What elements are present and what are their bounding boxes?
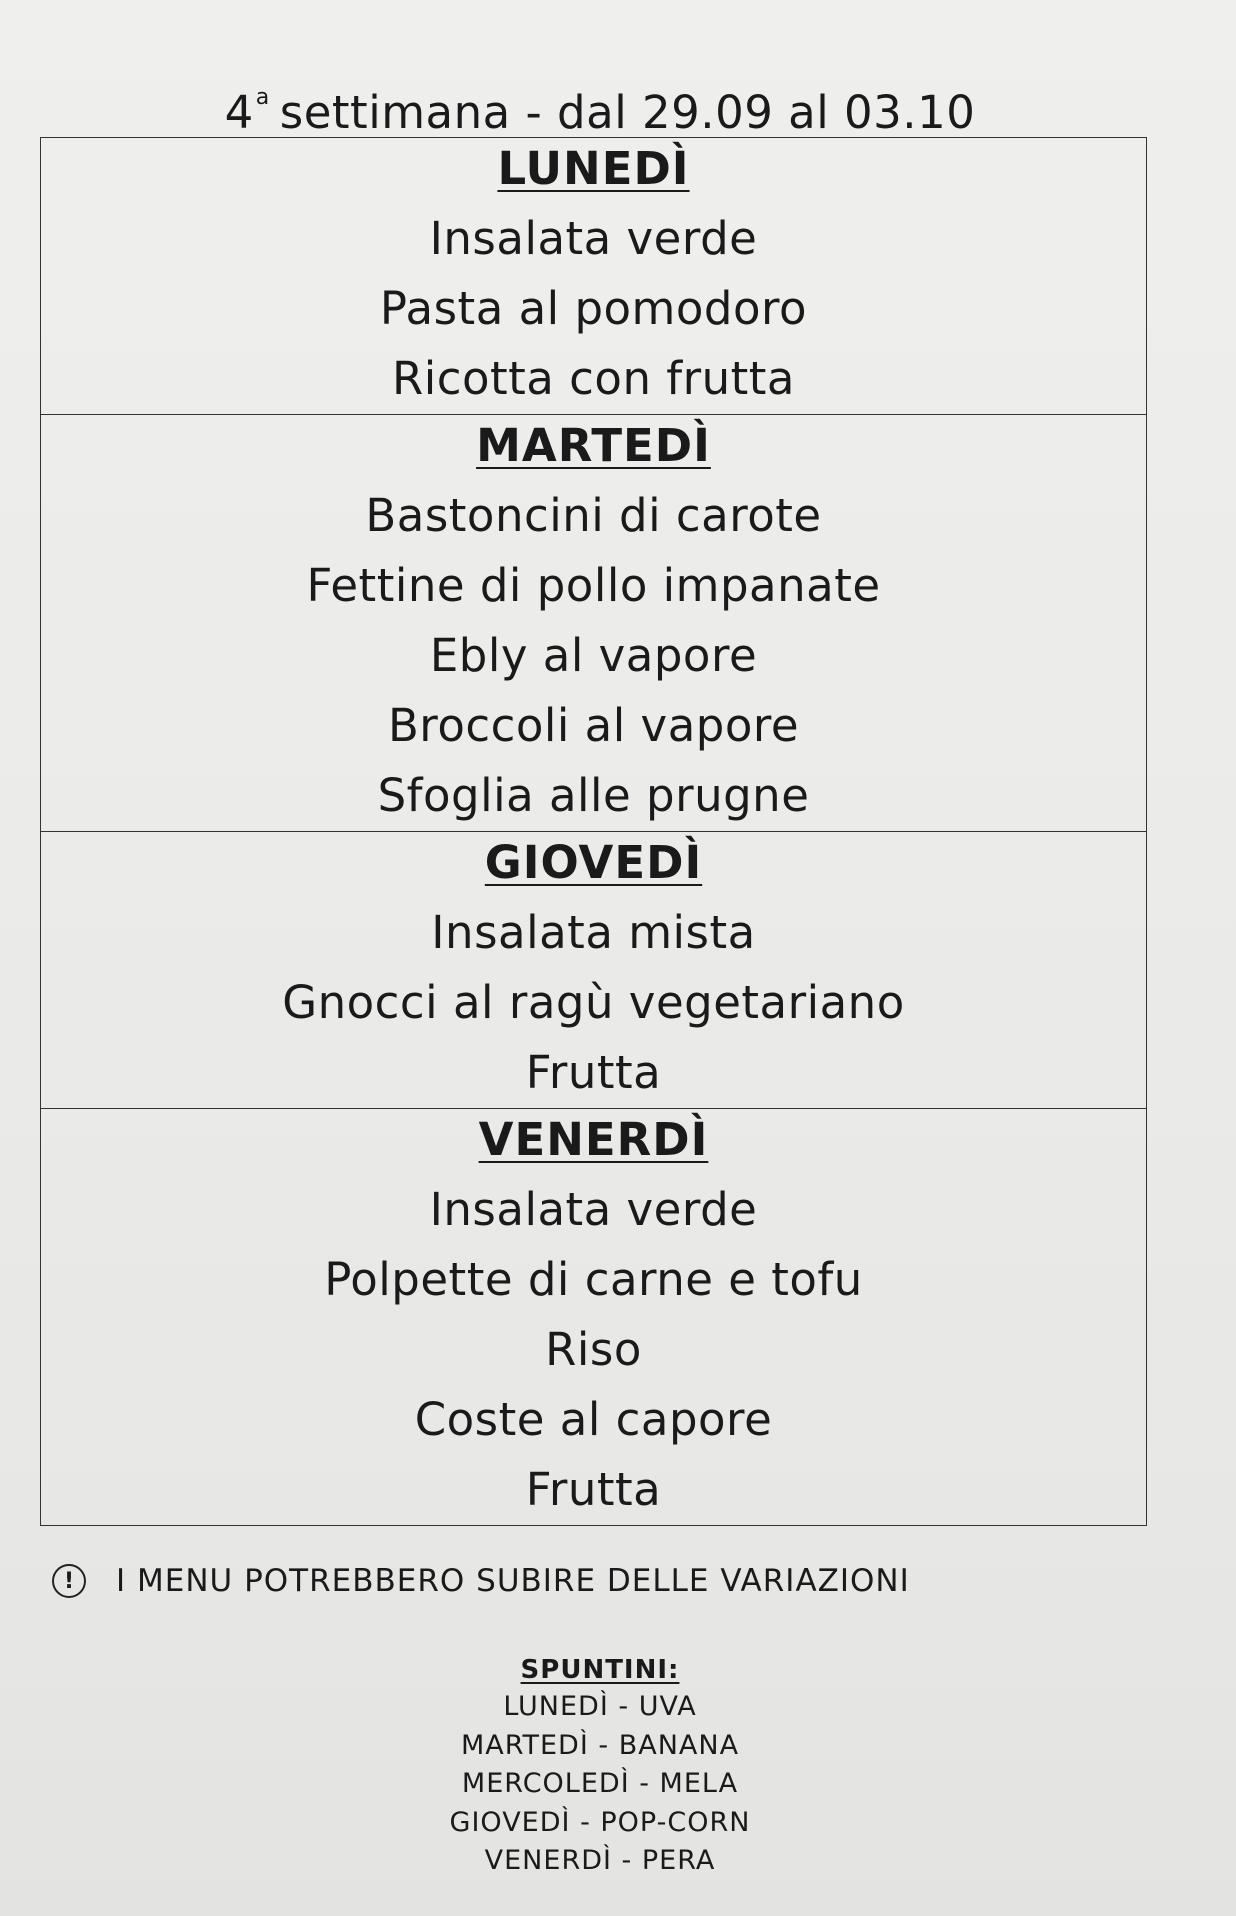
- dish-item: Fettine di pollo impanate: [306, 559, 881, 612]
- dish-item: Broccoli al vapore: [387, 699, 800, 752]
- dish-item: Riso: [545, 1323, 642, 1376]
- dish-item: Polpette di carne e tofu: [324, 1253, 863, 1306]
- snack-item: GIOVEDÌ - POP-CORN: [449, 1806, 751, 1838]
- week-ordinal-suffix: a: [255, 85, 270, 110]
- week-title-text: settimana - dal 29.09 al 03.10: [279, 86, 976, 139]
- dish-item: Pasta al pomodoro: [379, 282, 808, 335]
- dish-item: Gnocci al ragù vegetariano: [282, 976, 905, 1029]
- week-ordinal: 4: [224, 86, 254, 139]
- exclamation-circle-icon: !: [52, 1564, 86, 1598]
- dish-item: Insalata verde: [429, 212, 758, 265]
- day-block-monday: [41, 138, 1146, 415]
- snack-item: MERCOLEDÌ - MELA: [461, 1768, 739, 1799]
- dish-item: Ebly al vapore: [429, 629, 758, 682]
- notice-text: I MENU POTREBBERO SUBIRE DELLE VARIAZIONI: [116, 1563, 910, 1599]
- snack-item: LUNEDÌ - UVA: [503, 1691, 697, 1722]
- day-name: LUNEDÌ: [497, 142, 690, 195]
- dish-item: Bastoncini di carote: [365, 489, 822, 542]
- day-name: VENERDÌ: [478, 1113, 709, 1166]
- dish-item: Ricotta con frutta: [391, 352, 796, 405]
- snacks-title: SPUNTINI:: [520, 1655, 680, 1685]
- day-block-tuesday: [41, 415, 1146, 832]
- menu-table: [40, 137, 1147, 1526]
- snacks-section: [0, 1652, 1200, 1881]
- day-block-friday: [41, 1109, 1146, 1525]
- variation-notice: [52, 1563, 910, 1599]
- dish-item: Frutta: [525, 1463, 662, 1516]
- day-block-thursday: [41, 832, 1146, 1109]
- dish-item: Frutta: [525, 1046, 662, 1099]
- dish-item: Sfoglia alle prugne: [377, 769, 810, 822]
- week-title: [0, 68, 1200, 143]
- day-name: MARTEDÌ: [476, 419, 711, 472]
- snack-item: MARTEDÌ - BANANA: [460, 1729, 740, 1761]
- dish-item: Insalata verde: [429, 1183, 758, 1236]
- dish-item: Insalata mista: [431, 906, 756, 959]
- dish-item: Coste al capore: [414, 1393, 773, 1446]
- snack-item: VENERDÌ - PERA: [484, 1845, 716, 1876]
- day-name: GIOVEDÌ: [484, 836, 703, 889]
